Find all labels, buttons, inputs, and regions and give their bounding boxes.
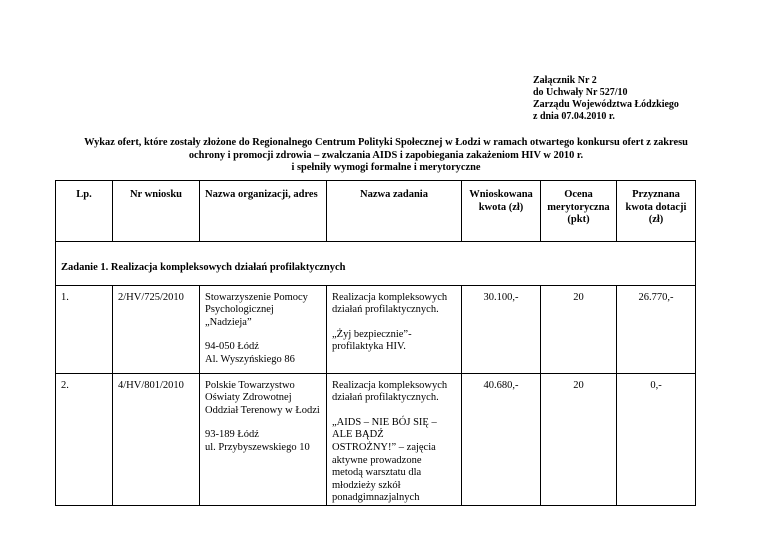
- cell-granted: 0,-: [617, 373, 696, 505]
- cell-org: Polskie Towarzystwo Oświaty Zdrowotnej Oddział Terenowy w Łodzi 93-189 Łódź ul. Przybyszewskiego 10: [200, 373, 327, 505]
- cell-granted: 26.770,-: [617, 285, 696, 373]
- cell-score: 20: [541, 373, 617, 505]
- header-nr: Nr wniosku: [113, 181, 200, 242]
- attachment-line: Załącznik Nr 2: [533, 75, 597, 86]
- heading-line: i spełniły wymogi formalne i merytoryczne: [291, 162, 481, 173]
- cell-lp: 2.: [56, 373, 113, 505]
- attachment-note: [533, 75, 679, 123]
- heading-line: ochrony i promocji zdrowia – zwalczania AIDS i zapobiegania zakażeniom HIV w 2010 r.: [188, 149, 584, 161]
- cell-score: 20: [541, 285, 617, 373]
- cell-requested: 40.680,-: [462, 373, 541, 505]
- heading-line: Wykaz ofert, które zostały złożone do Regionalnego Centrum Polityki Społecznej w Łodzi w ramach otwartego konkursu ofert z zakresu: [84, 137, 688, 148]
- cell-requested: 30.100,-: [462, 285, 541, 373]
- table-header-row: [56, 181, 696, 242]
- attachment-line: do Uchwały Nr 527/10: [533, 87, 628, 98]
- section-title: Zadanie 1. Realizacja kompleksowych działań profilaktycznych: [56, 242, 696, 286]
- document-heading: [40, 137, 732, 175]
- table-row: [56, 285, 696, 373]
- cell-nr: 2/HV/725/2010: [113, 285, 200, 373]
- cell-org: Stowarzyszenie Pomocy Psychologicznej „Nadzieja” 94-050 Łódź Al. Wyszyńskiego 86: [200, 285, 327, 373]
- header-score: Ocena merytoryczna (pkt): [541, 181, 617, 242]
- cell-lp: 1.: [56, 285, 113, 373]
- cell-task: Realizacja kompleksowych działań profilaktycznych. „Żyj bezpiecznie”- profilaktyka HIV.: [327, 285, 462, 373]
- attachment-line: Zarządu Województwa Łódzkiego: [533, 99, 679, 110]
- section-row: [56, 242, 696, 286]
- header-lp: Lp.: [56, 181, 113, 242]
- table-row: [56, 373, 696, 505]
- header-task: Nazwa zadania: [327, 181, 462, 242]
- cell-task: Realizacja kompleksowych działań profilaktycznych. „AIDS – NIE BÓJ SIĘ – ALE BĄDŹ OSTROŻNY!” – zajęcia aktywne prowadzone metodą warsztatu dla młodzieży szkół ponadgimnazjalnych: [327, 373, 462, 505]
- header-requested: Wnioskowana kwota (zł): [462, 181, 541, 242]
- offers-table: [55, 180, 696, 506]
- cell-nr: 4/HV/801/2010: [113, 373, 200, 505]
- attachment-line: z dnia 07.04.2010 r.: [533, 111, 615, 122]
- header-granted: Przyznana kwota dotacji (zł): [617, 181, 696, 242]
- header-org: Nazwa organizacji, adres: [200, 181, 327, 242]
